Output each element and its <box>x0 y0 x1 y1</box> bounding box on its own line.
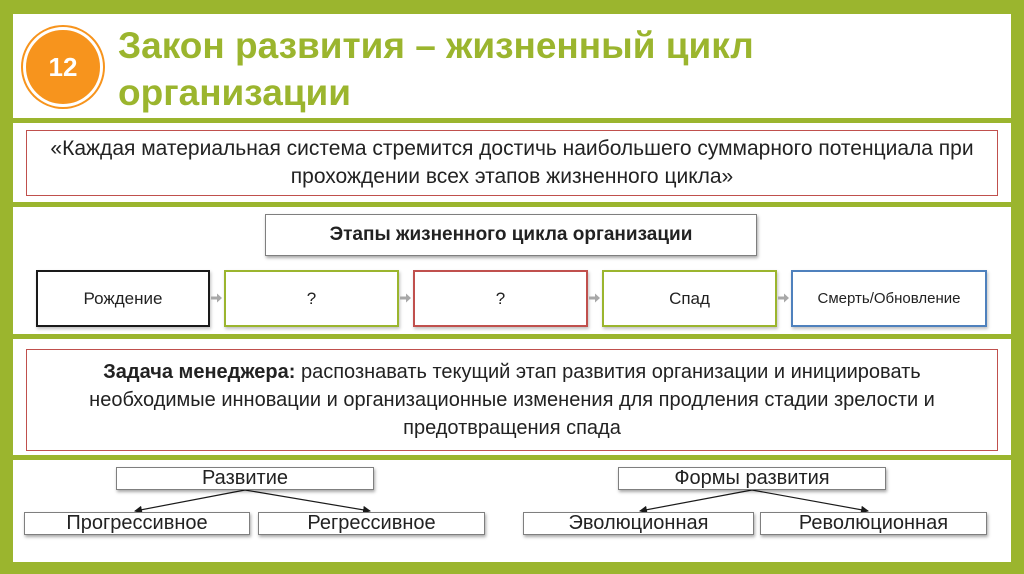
development-forms-box <box>618 467 886 490</box>
stage-label: Спад <box>669 288 710 308</box>
development-forms-title: Формы развития <box>674 467 830 489</box>
form-type-label: Эволюционная <box>568 512 709 534</box>
development-type-label: Регрессивное <box>307 512 436 534</box>
manager-task-label: Задача менеджера: <box>103 361 296 383</box>
development-type-regressive <box>258 512 485 535</box>
stage-label: ? <box>306 288 317 308</box>
stage-label: ? <box>495 288 506 308</box>
stage-label: Рождение <box>83 288 163 308</box>
slide-number-badge: 12 <box>23 27 103 107</box>
manager-task-body: распознавать текущий этап развития организации и инициировать необходимые инновации и организационные изменения для продления стадии зрелости и предотвращения спада <box>89 361 935 439</box>
stage-label: Смерть/Обновление <box>817 290 961 307</box>
development-box <box>116 467 374 490</box>
stages-title: Этапы жизненного цикла организации <box>329 224 693 245</box>
development-title: Развитие <box>202 467 288 489</box>
quote-text: «Каждая материальная система стремится достичь наибольшего суммарного потенциала при прохождении всех этапов жизненного цикла» <box>50 137 974 188</box>
form-type-label: Революционная <box>798 512 949 534</box>
development-type-label: Прогрессивное <box>66 512 208 534</box>
form-type-revolutionary <box>760 512 987 535</box>
slide-title: Закон развития – жизненный цикл организации <box>118 25 754 113</box>
development-type-progressive <box>24 512 250 535</box>
form-type-evolutionary <box>523 512 754 535</box>
